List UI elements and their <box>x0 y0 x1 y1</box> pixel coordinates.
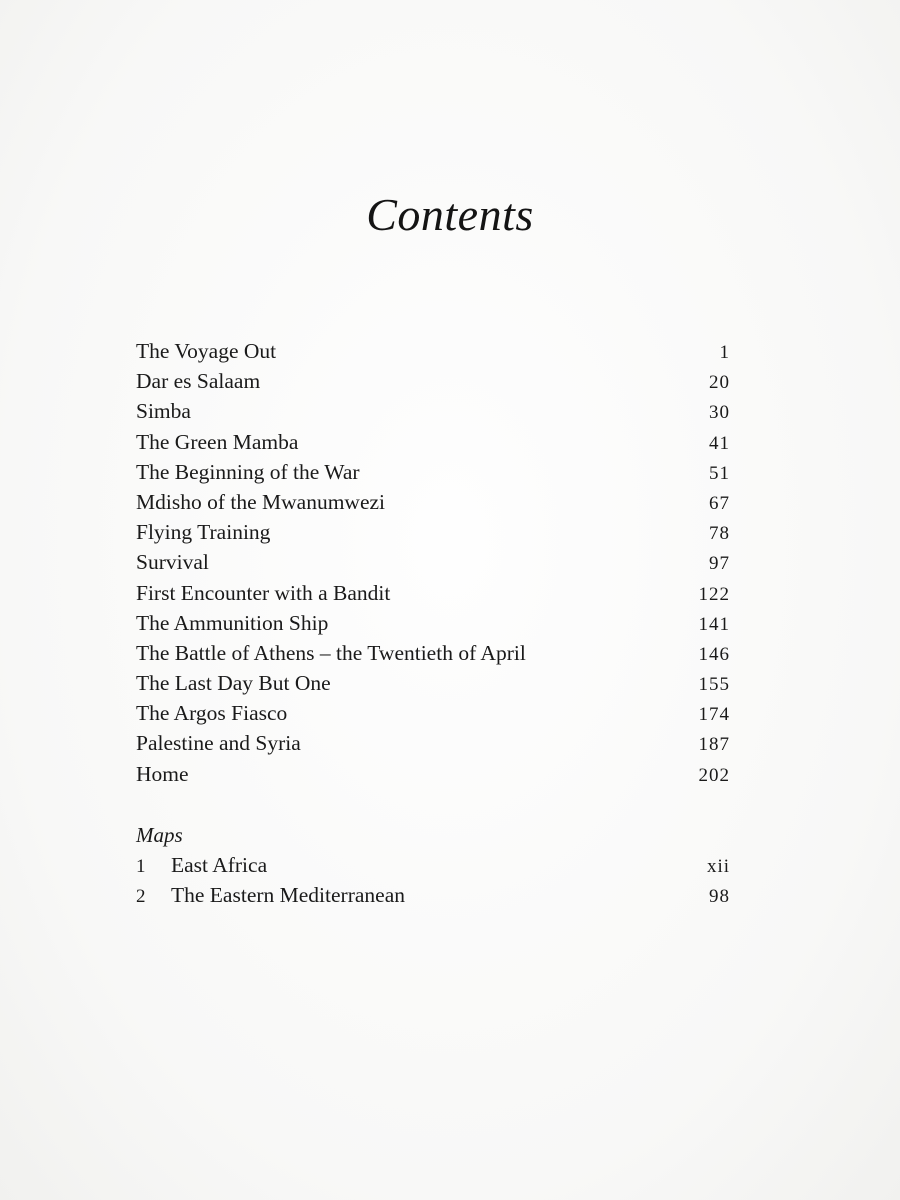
page-number: 122 <box>698 583 730 605</box>
chapter-title: First Encounter with a Bandit <box>136 580 391 605</box>
chapter-title: Mdisho of the Mwanumwezi <box>136 489 386 514</box>
page-number: 51 <box>709 462 730 484</box>
page-number: 155 <box>698 674 730 696</box>
chapter-title: The Argos Fiasco <box>136 701 288 726</box>
toc-entry <box>136 578 730 608</box>
toc-entry <box>136 396 730 426</box>
toc-entry <box>136 487 730 517</box>
chapter-title: Palestine and Syria <box>136 731 301 756</box>
toc-entry <box>136 547 730 577</box>
chapter-title: The Voyage Out <box>136 339 277 363</box>
toc-entry <box>136 638 730 668</box>
toc-entry <box>136 608 730 638</box>
page-number: 78 <box>709 523 730 545</box>
page-number: xii <box>706 856 730 877</box>
page-number: 1 <box>719 342 730 363</box>
chapter-title: The Beginning of the War <box>136 459 360 484</box>
page-number: 187 <box>698 734 730 756</box>
chapter-title: Dar es Salaam <box>136 369 261 394</box>
maps-heading: Maps <box>136 823 183 847</box>
page-number: 67 <box>709 492 730 514</box>
page-number: 20 <box>709 372 730 394</box>
chapter-title: The Ammunition Ship <box>136 610 329 635</box>
page-number: 141 <box>698 613 730 635</box>
map-title: The Eastern Mediterranean <box>171 883 405 908</box>
toc-entry <box>136 759 730 789</box>
chapter-title: Home <box>136 761 189 786</box>
chapter-title: Flying Training <box>136 520 271 545</box>
page-title: Contents <box>366 189 534 240</box>
page-number: 146 <box>698 643 730 665</box>
map-number: 2 <box>136 886 146 908</box>
chapter-title: Survival <box>136 550 209 575</box>
toc-entry <box>136 336 730 366</box>
map-number: 1 <box>136 856 146 877</box>
chapter-title: The Green Mamba <box>136 429 299 454</box>
chapter-title: Simba <box>136 399 191 424</box>
page-number: 98 <box>709 886 730 908</box>
page-number: 174 <box>698 704 730 726</box>
page-number: 30 <box>709 402 730 424</box>
toc-entry <box>136 427 730 457</box>
map-title: East Africa <box>171 853 268 877</box>
toc-entry <box>136 668 730 698</box>
toc-entry <box>136 698 730 728</box>
map-entry <box>136 850 730 880</box>
toc-entry <box>136 457 730 487</box>
page-number: 97 <box>709 553 730 575</box>
map-entry <box>136 880 730 910</box>
page-number: 41 <box>709 432 730 454</box>
maps-section <box>136 820 730 910</box>
toc-entry <box>136 366 730 396</box>
table-of-contents <box>136 336 730 789</box>
chapter-title: The Battle of Athens – the Twentieth of April <box>136 640 526 665</box>
toc-entry <box>136 517 730 547</box>
page-number: 202 <box>698 764 730 786</box>
toc-entry <box>136 728 730 758</box>
chapter-title: The Last Day But One <box>136 671 331 696</box>
